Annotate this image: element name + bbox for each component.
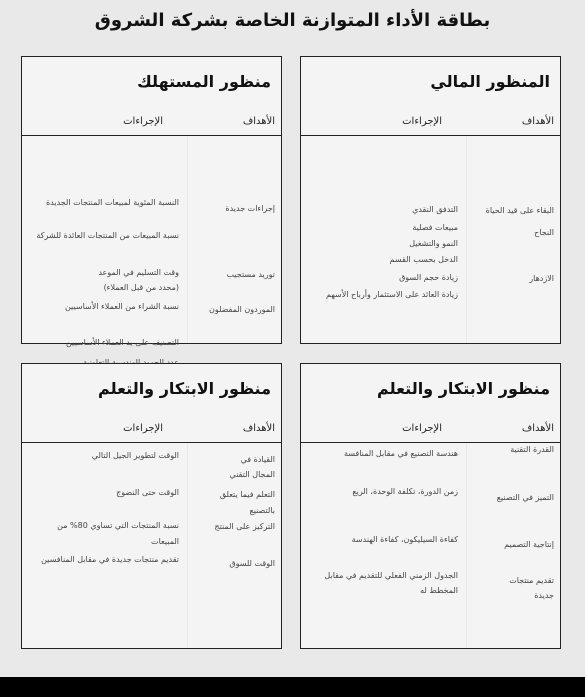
card-header (301, 364, 560, 418)
column-header (301, 417, 560, 443)
card-title: منظور المستهلك (137, 72, 271, 91)
goal-item: جديدة (534, 591, 554, 600)
action-item: المخطط له (420, 586, 458, 595)
goals-header: الأهداف (521, 116, 554, 127)
action-item: الوقت لتطوير الجيل التالي (91, 451, 179, 460)
actions-header: الإجراءات (402, 423, 442, 434)
innovation-card (21, 363, 282, 649)
action-item: المبيعات (151, 537, 179, 546)
action-item: التصنيف على يد العملاء الأساسيين (65, 338, 179, 347)
card-header (22, 57, 281, 111)
goal-item: إجراءات جديدة (225, 204, 275, 213)
action-item: وقت التسليم في الموعد (98, 268, 179, 277)
action-item: النسبة المئوية لمبيعات المنتجات الجديدة (45, 198, 179, 207)
actions-header: الإجراءات (402, 116, 442, 127)
card-header (301, 57, 560, 111)
actions-header: الإجراءات (123, 116, 163, 127)
action-item: زيادة حجم السوق (399, 273, 458, 282)
action-item: هندسة التصنيع في مقابل المنافسة (343, 449, 458, 458)
actions-column (301, 443, 466, 648)
action-item: النمو والتشغيل (409, 239, 458, 248)
goal-item: التركيز على المنتج (214, 522, 275, 531)
action-item: مبيعات فصلية (412, 223, 458, 232)
goal-item: النجاح (534, 228, 554, 237)
action-item: الدخل بحسب القسم (389, 255, 458, 264)
goal-item: البقاء على قيد الحياة (485, 206, 554, 215)
goals-header: الأهداف (242, 423, 275, 434)
actions-column (22, 136, 187, 347)
goal-item: التميز في التصنيع (496, 493, 554, 502)
goals-header: الأهداف (242, 116, 275, 127)
goal-item: بالتصنيع (249, 506, 275, 515)
action-item: تقديم منتجات جديدة في مقابل المنافسين (41, 555, 179, 564)
action-item: نسبة المبيعات من المنتجات العائدة للشركة (36, 231, 179, 240)
card-title: منظور الابتكار والتعلم (98, 379, 271, 398)
action-item: زيادة العائد على الاستثمار وأرباح الأسهم (326, 290, 458, 299)
goal-item: الازدهار (529, 274, 554, 283)
action-item: الوقت حتى النضوج (116, 488, 179, 497)
action-item: التدفق النقدي (412, 205, 458, 214)
goals-column (188, 443, 281, 648)
action-item: (محدد من قبل العملاء) (103, 283, 179, 292)
bottom-bar (0, 677, 585, 697)
financial-card (300, 56, 561, 344)
column-header (22, 110, 281, 136)
action-item: زمن الدورة، تكلفة الوحدة، الريع (352, 487, 458, 496)
goals-column (467, 136, 560, 343)
column-header (22, 417, 281, 443)
goals-header: الأهداف (521, 423, 554, 434)
goal-item: تورید مستجيب (226, 270, 275, 279)
goal-item: القدرة التقنية (510, 445, 554, 454)
column-header (301, 110, 560, 136)
customer-card (21, 56, 282, 347)
actions-column (301, 136, 466, 343)
goals-column (467, 443, 560, 648)
card-title: المنظور المالي (430, 72, 550, 91)
goal-item: إنتاجية التصميم (504, 540, 554, 549)
actions-column (22, 443, 187, 648)
internal-card (300, 363, 561, 649)
goal-item: القيادة في (240, 455, 275, 464)
actions-header: الإجراءات (123, 423, 163, 434)
goal-item: الموردون المفضلون (208, 305, 275, 314)
goal-item: تقديم منتجات (509, 576, 554, 585)
card-header (22, 364, 281, 418)
card-title: منظور الابتكار والتعلم (377, 379, 550, 398)
action-item: نسبة الشراء من العملاء الأساسيين (64, 302, 179, 311)
goal-item: التعلم فيما يتعلق (219, 490, 275, 499)
action-item: كفاءة السيليكون، كفاءة الهندسة (351, 535, 458, 544)
action-item: الجدول الزمني الفعلي للتقديم في مقابل (324, 571, 458, 580)
page-title: بطاقة الأداء المتوازنة الخاصة بشركة الشروق (94, 10, 491, 31)
action-item: نسبة المنتجات التي تساوي 80% من (57, 521, 179, 530)
goals-column (188, 136, 281, 343)
goal-item: الوقت للسوق (229, 559, 275, 568)
goal-item: المجال التقني (229, 470, 275, 479)
